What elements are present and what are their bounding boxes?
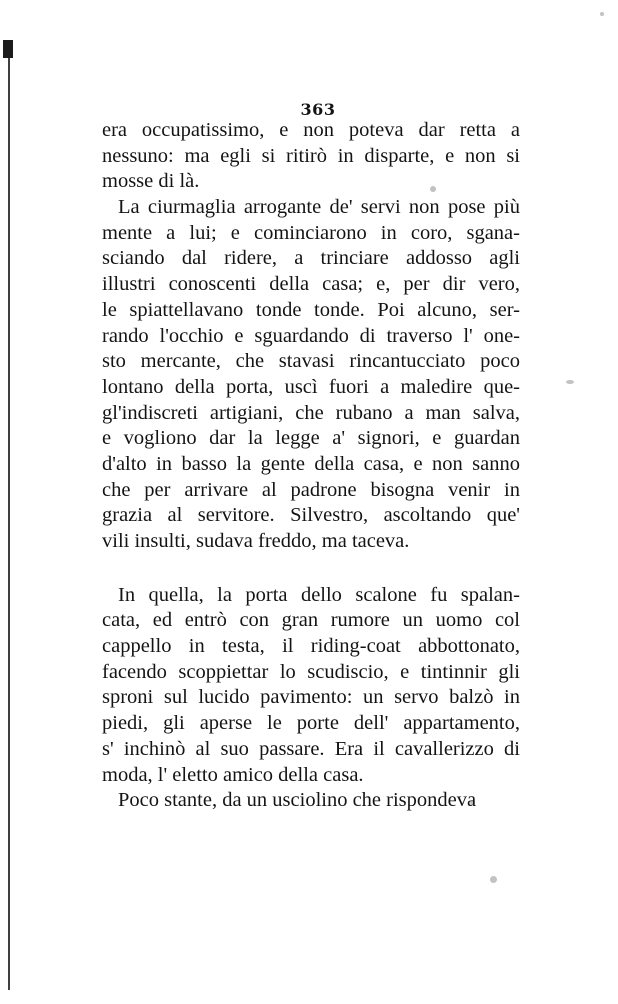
text-line: sciando dal ridere, a trinciare addosso agli (102, 247, 520, 270)
binding-mark (3, 40, 13, 58)
paragraph (102, 118, 520, 195)
ink-speck (600, 12, 604, 16)
text-line: moda, l' eletto amico della casa. (102, 763, 364, 786)
binding-edge (8, 40, 10, 990)
page-number: 363 (300, 100, 336, 119)
text-line: gl'indiscreti artigiani, che rubano a man salva, (102, 401, 520, 424)
ink-speck (490, 876, 497, 883)
text-line: facendo scoppiettar lo scudiscio, e tintinnir gli (102, 660, 520, 683)
text-line: mente a lui; e cominciarono in coro, sgana- (102, 221, 520, 244)
paragraph-gap (102, 555, 520, 583)
text-line: e vogliono dar la legge a' signori, e guardan (102, 427, 520, 450)
text-line: In quella, la porta dello scalone fu spalan- (118, 583, 520, 606)
text-line: che per arrivare al padrone bisogna venir in (102, 478, 520, 501)
text-line: illustri conoscenti della casa; e, per dir vero, (102, 273, 520, 296)
text-line: le spiattellavano tonde tonde. Poi alcuno, ser- (102, 298, 520, 321)
text-line: lontano della porta, uscì fuori a maledire que- (102, 375, 520, 398)
text-line: mosse di là. (102, 170, 200, 193)
text-line: era occupatissimo, e non poteva dar retta a (102, 119, 520, 141)
text-line: cappello in testa, il riding-coat abbottonato, (102, 635, 520, 658)
text-line: sproni sul lucido pavimento: un servo balzò in (102, 686, 520, 709)
text-line: d'alto in basso la gente della casa, e non sanno (102, 452, 520, 475)
text-line: sto mercante, che stavasi rincantucciato poco (102, 350, 520, 373)
text-line: Poco stante, da un usciolino che rispondeva (118, 789, 477, 812)
text-line: rando l'occhio e sguardando di traverso l' one- (102, 324, 520, 347)
ink-speck (566, 380, 574, 384)
text-line: nessuno: ma egli si ritirò in disparte, e non si (102, 144, 520, 167)
text-line: La ciurmaglia arrogante de' servi non pose più (118, 196, 520, 219)
text-line: cata, ed entrò con gran rumore un uomo col (102, 609, 520, 632)
text-line: piedi, gli aperse le porte dell' appartamento, (102, 712, 520, 735)
text-line: s' inchinò al suo passare. Era il cavallerizzo di (102, 737, 520, 760)
paragraph (102, 788, 520, 814)
text-line: vili insulti, sudava freddo, ma taceva. (102, 530, 410, 552)
body-text (102, 118, 520, 814)
paragraph (102, 583, 520, 789)
paragraph (102, 195, 520, 555)
text-line: grazia al servitore. Silvestro, ascoltando que' (102, 504, 520, 527)
